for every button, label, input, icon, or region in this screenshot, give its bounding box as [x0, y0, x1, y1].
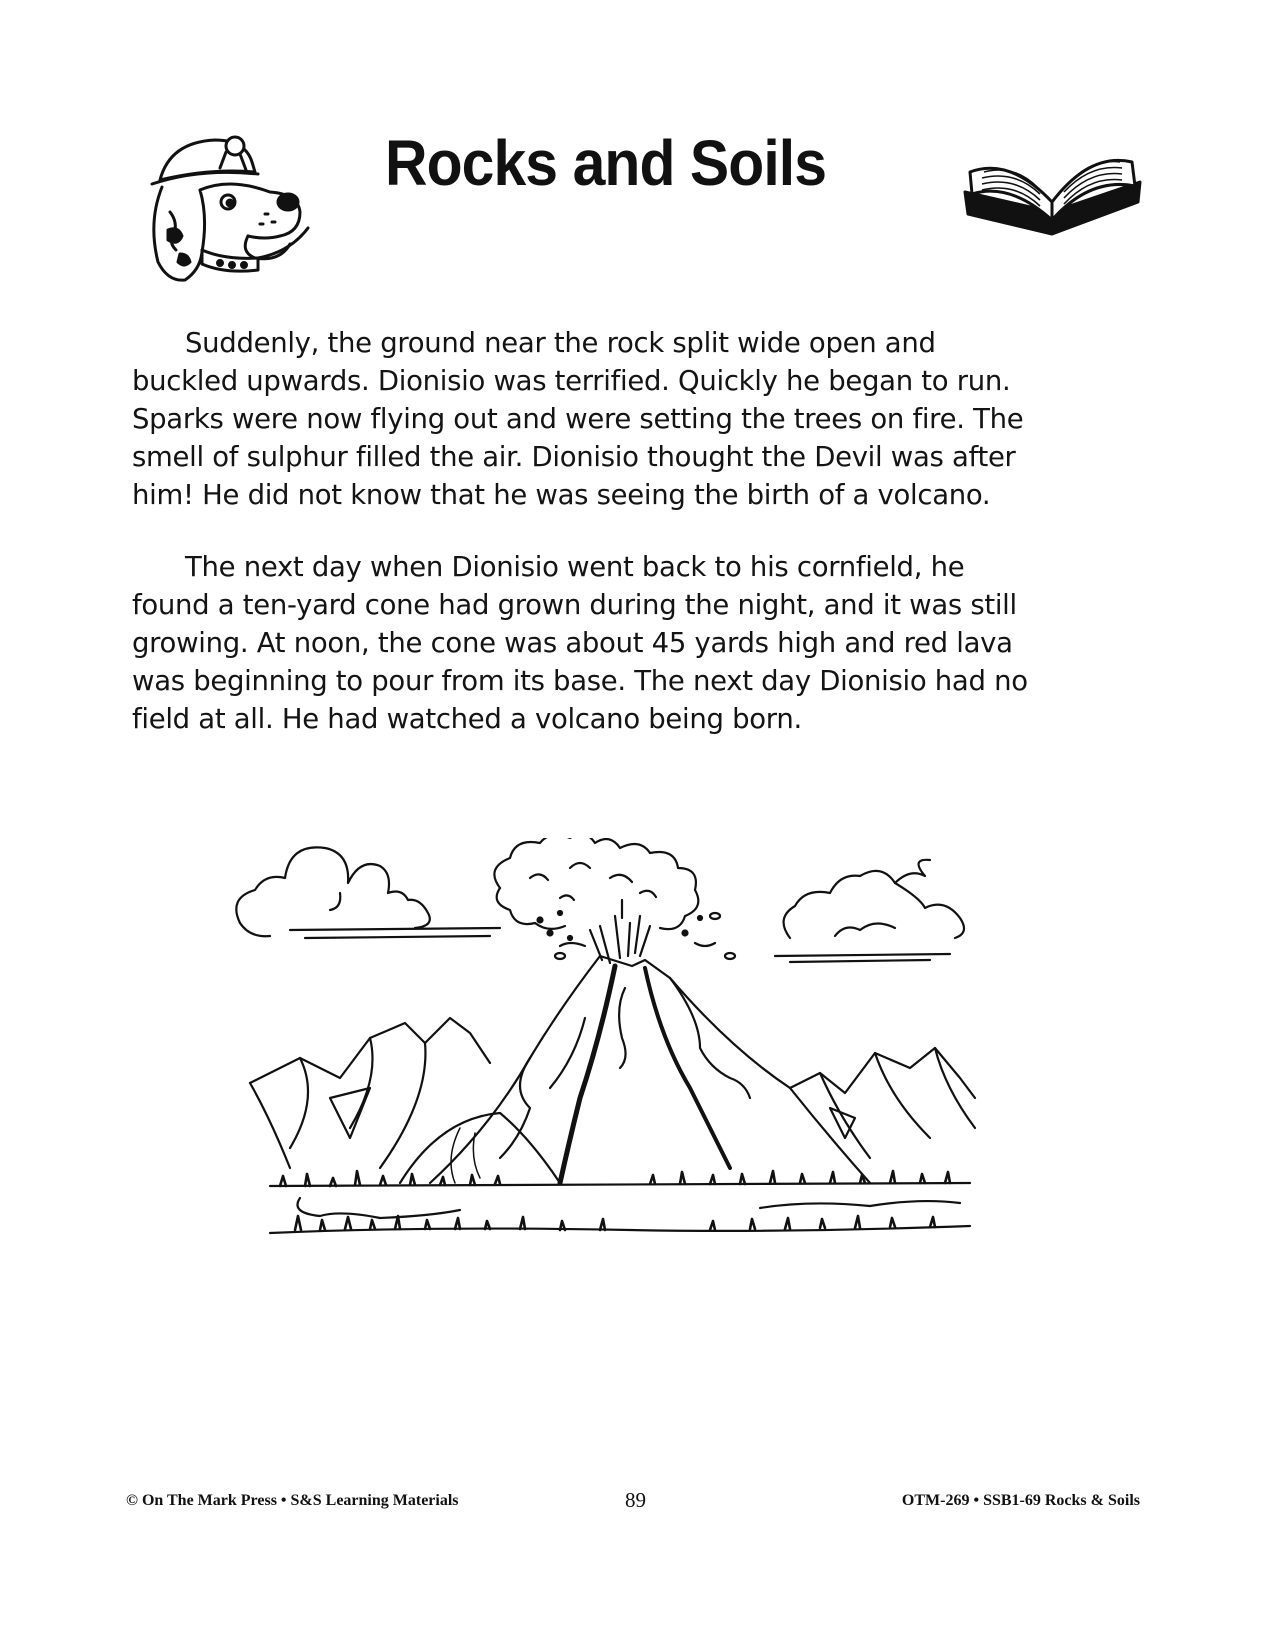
cloud-icon: [775, 860, 964, 962]
story-paragraph-2: [132, 548, 1152, 738]
page-number: 89: [625, 1488, 646, 1512]
text-line: growing. At noon, the cone was about 45 yards high and red lava: [132, 627, 1013, 659]
text-line: field at all. He had watched a volcano being born.: [132, 703, 802, 735]
text-line: Suddenly, the ground near the rock split wide open and: [185, 327, 936, 359]
footer-book-code: OTM-269 • SSB1-69 Rocks & Soils: [901, 1492, 1140, 1509]
text-line: was beginning to pour from its base. The next day Dionisio had no: [132, 665, 1028, 697]
footer-publisher: © On The Mark Press • S&S Learning Materials: [126, 1492, 459, 1509]
text-line: him! He did not know that he was seeing the birth of a volcano.: [132, 479, 991, 511]
open-book-icon: [960, 142, 1145, 257]
cloud-icon: [236, 847, 500, 938]
page-title: Rocks and Soils: [385, 127, 827, 199]
text-line: Sparks were now flying out and were setting the trees on fire. The: [132, 403, 1024, 435]
text-line: smell of sulphur filled the air. Dionisio thought the Devil was after: [132, 441, 1016, 473]
ash-plume-icon: [494, 838, 698, 963]
dog-miner-mascot-icon: [140, 132, 325, 292]
story-paragraph-1: [132, 324, 1152, 514]
text-line: buckled upwards. Dionisio was terrified. Quickly he began to run.: [132, 365, 1011, 397]
erupting-volcano-illustration: [230, 838, 1030, 1338]
text-line: found a ten-yard cone had grown during the night, and it was still: [132, 589, 1017, 621]
text-line: The next day when Dionisio went back to his cornfield, he: [185, 551, 965, 583]
